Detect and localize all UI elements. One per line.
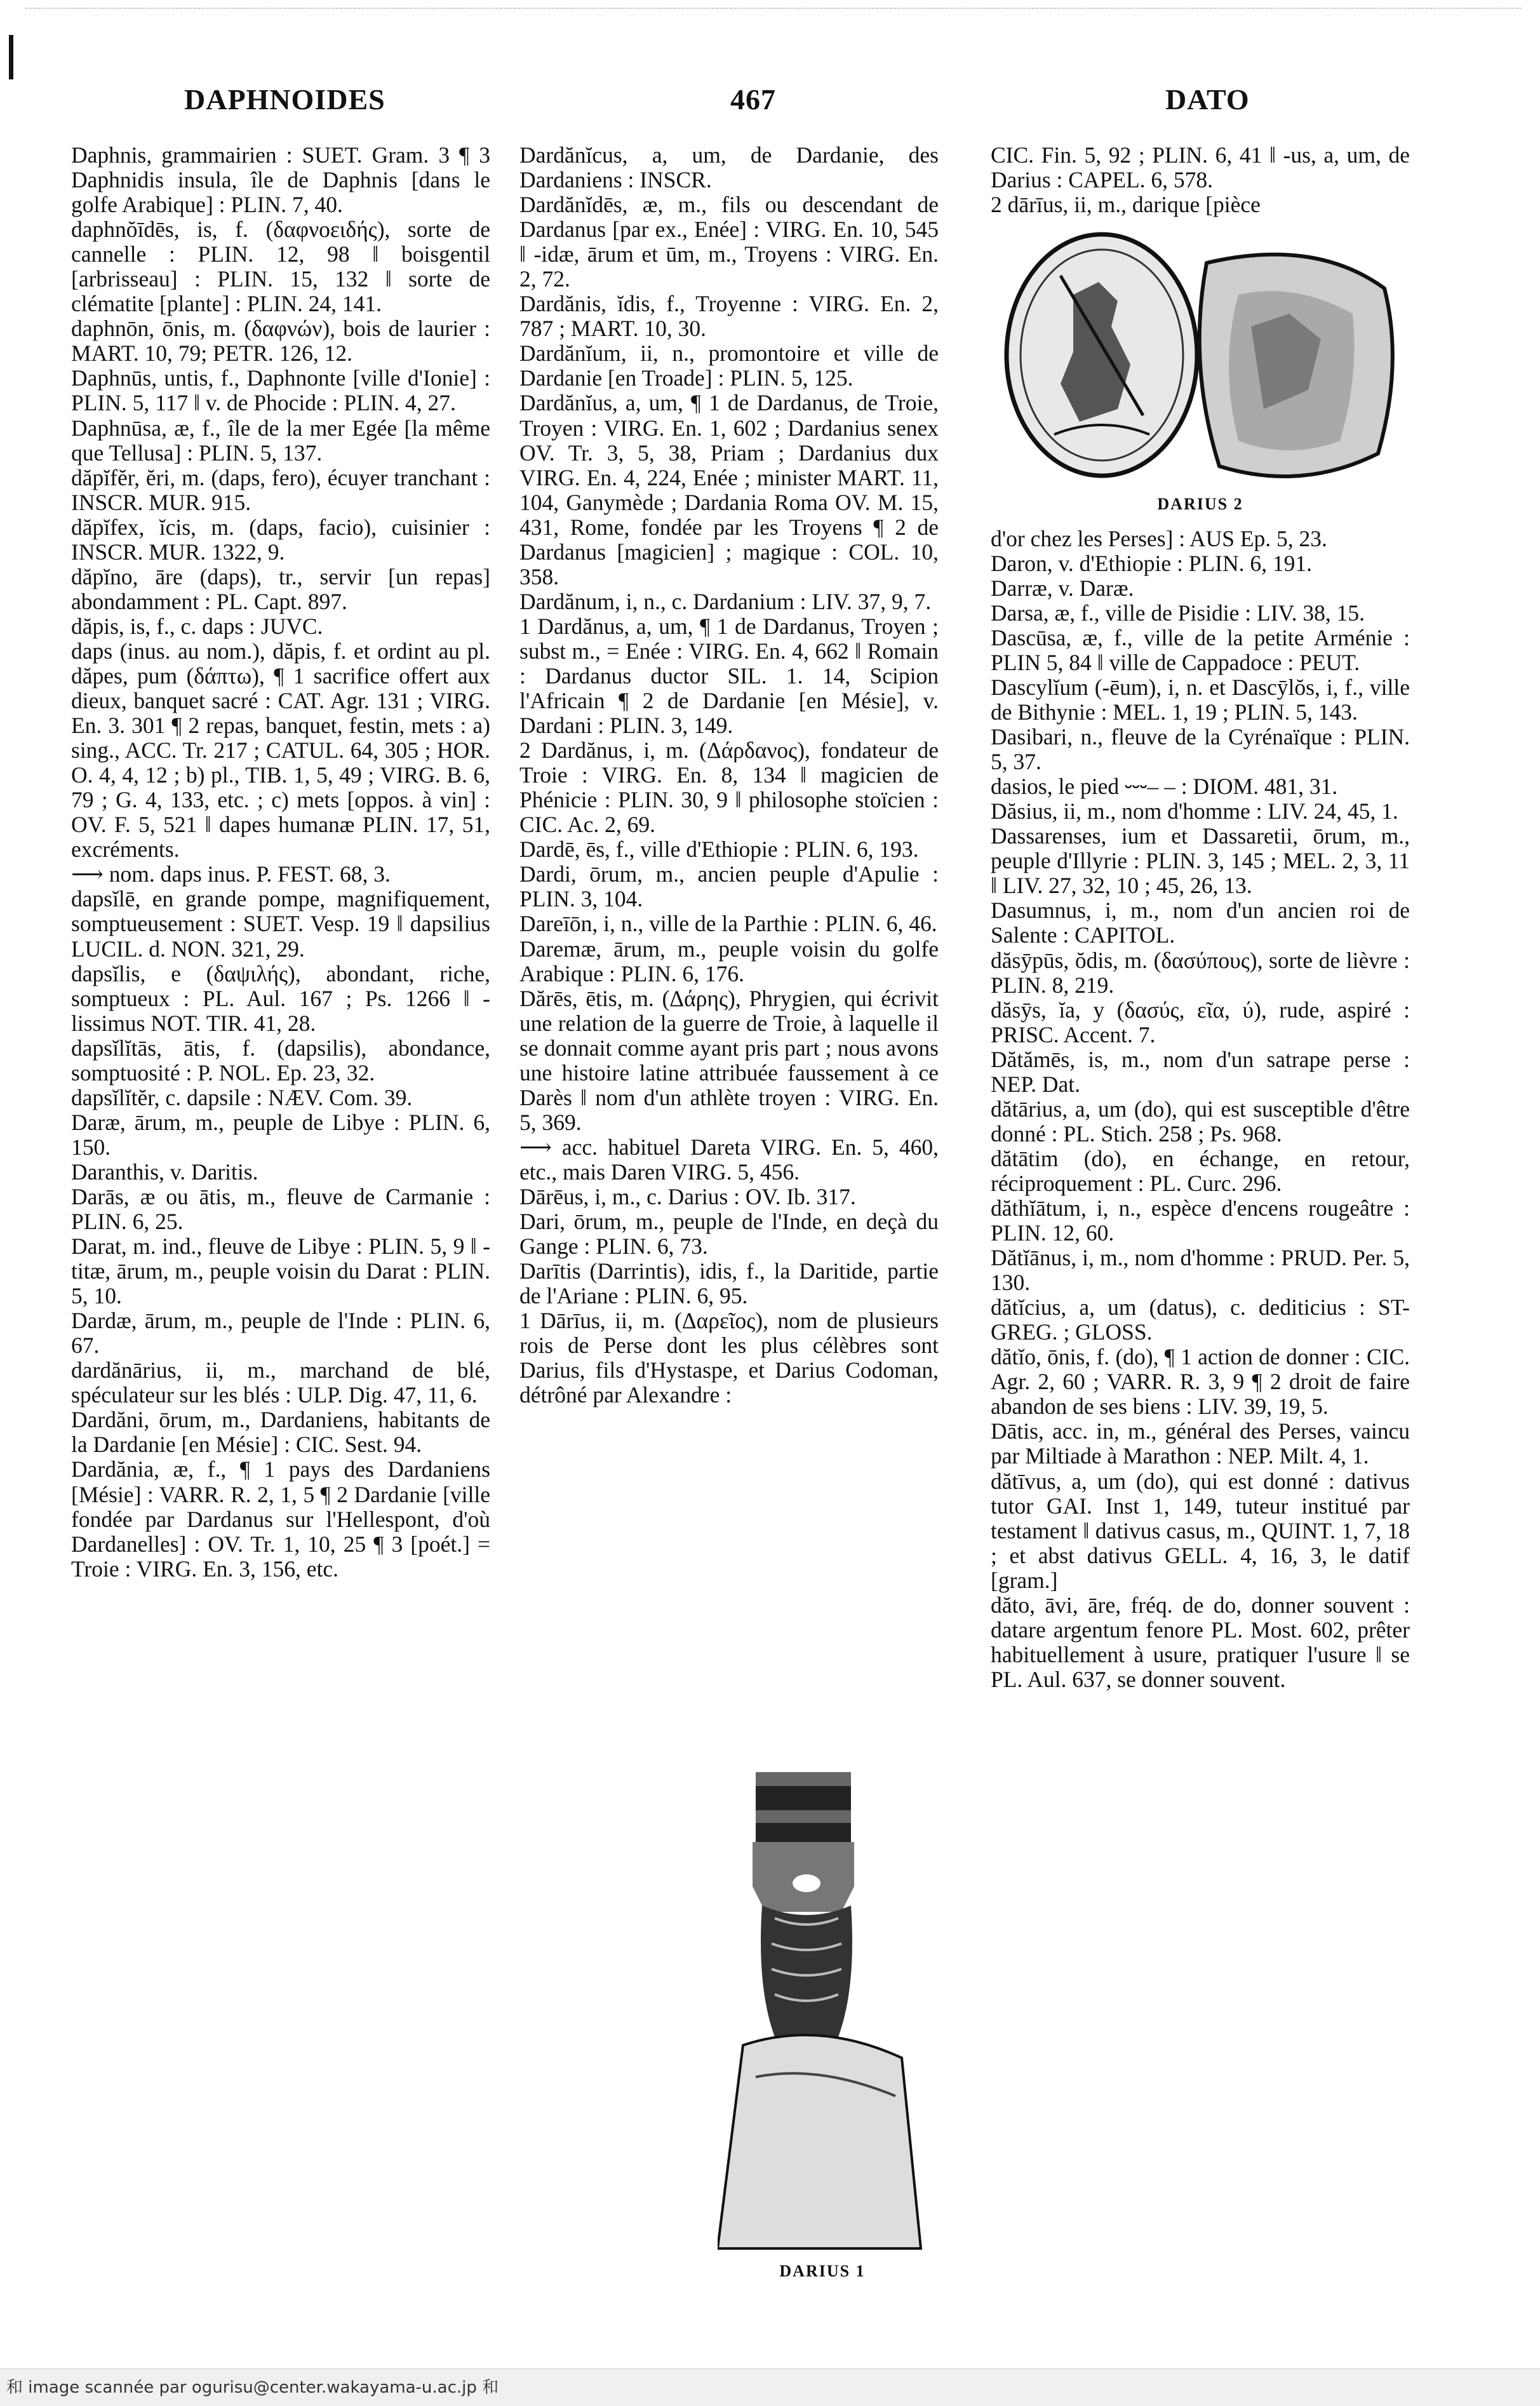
dictionary-entry: dătĭo, ōnis, f. (do), ¶ 1 action de donner : CIC. Agr. 2, 60 ; VARR. R. 3, 9 ¶ 2 droit de faire abandon de ses biens : LIV. 39, 19, 5.	[991, 1344, 1410, 1420]
darius-1-caption: DARIUS 1	[779, 2262, 866, 2280]
dictionary-entry: dăpĭno, āre (daps), tr., servir [un repas] abondamment : PL. Capt. 897.	[71, 563, 490, 614]
dictionary-entry: Darat, m. ind., fleuve de Libye : PLIN. 5, 9 ‖ -titæ, ārum, m., peuple voisin du Darat : PLIN. 5, 10.	[71, 1233, 490, 1309]
dictionary-entry: Dardănum, i, n., c. Dardanium : LIV. 37, 9, 7.	[519, 588, 932, 614]
dictionary-entry: Dardăni, ōrum, m., Dardaniens, habitants de la Dardanie [en Mésie] : CIC. Sest. 94.	[71, 1407, 490, 1458]
dictionary-entry: Dardănis, ĭdis, f., Troyenne : VIRG. En. 2, 787 ; MART. 10, 30.	[519, 291, 939, 342]
dictionary-entry: dătīvus, a, um (do), qui est donné : dativus tutor GAI. Inst 1, 149, tuteur institué par testament ‖ dativus casus, m., QUINT. 1, 7, 18 ; et abst dativus GELL. 4, 16, 3, le datif [gram.]	[991, 1468, 1410, 1593]
dictionary-entry: Darās, æ ou ātis, m., fleuve de Carmanie : PLIN. 6, 25.	[71, 1183, 490, 1235]
dictionary-entry: Dătĭānus, i, m., nom d'homme : PRUD. Per. 5, 130.	[991, 1245, 1410, 1296]
dictionary-entry: dapsĭlĭtās, ātis, f. (dapsilis), abondance, somptuosité : P. NOL. Ep. 23, 32.	[71, 1035, 490, 1085]
scan-footer: 和 image scannée par ogurisu@center.wakayama-u.ac.jp 和	[0, 2369, 1540, 2406]
column-1	[71, 143, 490, 2323]
dictionary-entry: Dasibari, n., fleuve de la Cyrénaïque : PLIN. 5, 37.	[991, 724, 1410, 775]
dictionary-entry: daphnŏīdēs, is, f. (δαφνοειδής), sorte de cannelle : PLIN. 12, 98 ‖ boisgentil [arbrisseau] : PLIN. 15, 132 ‖ sorte de clématite [plante] : PLIN. 24, 141.	[71, 217, 490, 317]
dictionary-entry: Dardi, ōrum, m., ancien peuple d'Apulie : PLIN. 3, 104.	[519, 861, 939, 912]
dictionary-entry: daps (inus. au nom.), dăpis, f. et ordint au pl. dăpes, pum (δάπτω), ¶ 1 sacrifice offert aux dieux, banquet sacré : CAT. Agr. 131 ; VIRG. En. 3. 301 ¶ 2 repas, banquet, festin, mets : a) sing., ACC. Tr. 217 ; CATUL. 64, 305 ; HOR. O. 4, 4, 12 ; b) pl., TIB. 1, 5, 49 ; VIRG. B. 6, 79 ; G. 4, 133, etc. ; c) mets [oppos. à vin] : OV. F. 5, 521 ‖ dapes humanæ PLIN. 17, 51, excréments.	[71, 638, 490, 863]
dictionary-entry: Dărēs, ētis, m. (Δάρης), Phrygien, qui écrivit une relation de la guerre de Troie, à laquelle il se donnait comme ayant pris part ; nous avons une histoire latine attribuée faussement à ce Darès ‖ nom d'un athlète troyen : VIRG. En. 5, 369.	[519, 985, 939, 1135]
darius-2-coin-image	[997, 225, 1403, 492]
column-3	[991, 143, 1410, 2323]
dictionary-entry: Dardē, ēs, f., ville d'Ethiopie : PLIN. 6, 193.	[519, 837, 919, 863]
top-rule	[25, 8, 1521, 9]
dictionary-entry: 2 dārīus, ii, m., darique [pièce	[991, 192, 1261, 218]
dictionary-entry: Dasumnus, i, m., nom d'un ancien roi de Salente : CAPITOL.	[991, 897, 1410, 948]
dictionary-entry: Dardæ, ārum, m., peuple de l'Inde : PLIN. 6, 67.	[71, 1308, 490, 1359]
dictionary-entry: Dardănĭdēs, æ, m., fils ou descendant de Dardanus [par ex., Enée] : VIRG. En. 10, 545 ‖ -idæ, ārum et ūm, m., Troyens : VIRG. En. 2, 72.	[519, 192, 939, 292]
dictionary-entry: Dārēus, i, m., c. Darius : OV. Ib. 317.	[519, 1183, 856, 1209]
dictionary-entry: ⟶ acc. habituel Dareta VIRG. En. 5, 460, etc., mais Daren VIRG. 5, 456.	[519, 1134, 939, 1185]
margin-mark	[9, 35, 13, 79]
dictionary-entry: Dari, ōrum, m., peuple de l'Inde, en deçà du Gange : PLIN. 6, 73.	[519, 1209, 939, 1260]
dictionary-entry: Dascylĭum (-ēum), i, n. et Dascȳlŏs, i, f., ville de Bithynie : MEL. 1, 19 ; PLIN. 5, 143.	[991, 675, 1410, 725]
dictionary-entry: Daphnis, grammairien : SUET. Gram. 3 ¶ 3 Daphnidis insula, île de Daphnis [dans le golfe Arabique] : PLIN. 7, 40.	[71, 143, 490, 218]
dictionary-entry: dătārius, a, um (do), qui est susceptible d'être donné : PL. Stich. 258 ; Ps. 968.	[991, 1096, 1410, 1146]
dictionary-entry: Daphnūsa, æ, f., île de la mer Egée [la même que Tellusa] : PLIN. 5, 137.	[71, 415, 490, 466]
dictionary-entry: Daræ, ārum, m., peuple de Libye : PLIN. 6, 150.	[71, 1109, 490, 1160]
dictionary-entry: Dareīōn, i, n., ville de la Parthie : PLIN. 6, 46.	[519, 911, 937, 937]
dictionary-entry: 1 Dārīus, ii, m. (Δαρεῖος), nom de plusieurs rois de Perse dont les plus célèbres sont Darius, fils d'Hystaspe, et Darius Codoman, détrôné par Alexandre :	[519, 1308, 939, 1408]
dictionary-entry: dăsȳs, ĭa, y (δασύς, εῖα, ύ), rude, aspiré : PRISC. Accent. 7.	[991, 997, 1410, 1047]
dictionary-entry: Dascūsa, æ, f., ville de la petite Arménie : PLIN 5, 84 ‖ ville de Cappadoce : PEUT.	[991, 624, 1410, 675]
dictionary-entry: Dardănia, æ, f., ¶ 1 pays des Dardaniens [Mésie] : VARR. R. 2, 1, 5 ¶ 2 Dardanie [ville fondée par Dardanus sur l'Hellespont, d'où Dardanelles] : OV. Tr. 1, 10, 25 ¶ 3 [poét.] = Troie : VIRG. En. 3, 156, etc.	[71, 1456, 490, 1582]
running-head-left: DAPHNOIDES	[184, 83, 385, 116]
dictionary-entry: Darītis (Darrintis), idis, f., la Daritide, partie de l'Ariane : PLIN. 6, 95.	[519, 1258, 939, 1309]
page-number: 467	[730, 83, 776, 116]
darius-2-caption: DARIUS 2	[1157, 495, 1243, 514]
dictionary-entry: Dătămēs, is, m., nom d'un satrape perse : NEP. Dat.	[991, 1046, 1410, 1097]
dictionary-entry: Dăsius, ii, m., nom d'homme : LIV. 24, 45, 1.	[991, 798, 1398, 824]
dictionary-entry: ⟶ nom. daps inus. P. FEST. 68, 3.	[71, 861, 391, 887]
dictionary-entry: Daphnūs, untis, f., Daphnonte [ville d'Ionie] : PLIN. 5, 117 ‖ v. de Phocide : PLIN. 4, 27.	[71, 365, 490, 416]
dictionary-entry: 1 Dardănus, a, um, ¶ 1 de Dardanus, Troyen ; subst m., = Enée : VIRG. En. 4, 662 ‖ Romain : Dardanus ductor SIL. 1. 14, Scipion l'Africain ¶ 2 de Dardanie [en Mésie], v. Dardani : PLIN. 3, 149.	[519, 613, 939, 739]
dictionary-entry: Darsa, æ, f., ville de Pisidie : LIV. 38, 15.	[991, 600, 1365, 626]
darius-1-portrait-figure	[689, 1772, 956, 2281]
dictionary-entry: dăpis, is, f., c. daps : JUVC.	[71, 613, 323, 639]
darius-1-portrait-image	[718, 1772, 927, 2255]
dictionary-entry: dapsĭlē, en grande pompe, magnifiquement, somptueusement : SUET. Vesp. 19 ‖ dapsilius LUCIL. d. NON. 321, 29.	[71, 886, 490, 962]
dictionary-entry: Darræ, v. Daræ.	[991, 575, 1134, 601]
dictionary-entry: Dassarenses, ium et Dassaretii, ōrum, m., peuple d'Illyrie : PLIN. 3, 145 ; MEL. 2, 3, 11 ‖ LIV. 27, 32, 10 ; 45, 26, 13.	[991, 823, 1410, 899]
dictionary-entry: dasios, le pied ⏑⏑⏑– – : DIOM. 481, 31.	[991, 774, 1338, 800]
dictionary-entry: dapsĭlis, e (δαψιλής), abondant, riche, somptueux : PL. Aul. 167 ; Ps. 1266 ‖ -lissimus NOT. TIR. 41, 28.	[71, 960, 490, 1036]
dictionary-entry: dătātim (do), en échange, en retour, réciproquement : PL. Curc. 296.	[991, 1145, 1410, 1196]
darius-2-coin-figure	[991, 225, 1410, 514]
dictionary-entry: dăpĭfex, ĭcis, m. (daps, facio), cuisinier : INSCR. MUR. 1322, 9.	[71, 514, 490, 565]
dictionary-entry: Daron, v. d'Ethiopie : PLIN. 6, 191.	[991, 550, 1312, 576]
dictionary-entry: daphnōn, ōnis, m. (δαφνών), bois de laurier : MART. 10, 79; PETR. 126, 12.	[71, 316, 490, 366]
dictionary-entry: dătĭcius, a, um (datus), c. dediticius : ST-GREG. ; GLOSS.	[991, 1294, 1410, 1345]
dictionary-entry: Daremæ, ārum, m., peuple voisin du golfe Arabique : PLIN. 6, 176.	[519, 936, 939, 986]
running-head-right: DATO	[1165, 83, 1250, 116]
dictionary-entry: Daranthis, v. Daritis.	[71, 1159, 258, 1185]
dictionary-entry: dăpĭfĕr, ĕri, m. (daps, fero), écuyer tranchant : INSCR. MUR. 915.	[71, 464, 490, 515]
dictionary-entry: dapsĭlĭtĕr, c. dapsile : NÆV. Com. 39.	[71, 1084, 413, 1110]
dictionary-entry: 2 Dardănus, i, m. (Δάρδανος), fondateur de Troie : VIRG. En. 8, 134 ‖ magicien de Phénicie : PLIN. 30, 9 ‖ philosophe stoïcien : CIC. Ac. 2, 69.	[519, 737, 939, 838]
dictionary-entry: dăsȳpūs, ŏdis, m. (δασύπους), sorte de lièvre : PLIN. 8, 219.	[991, 947, 1410, 998]
dictionary-entry: CIC. Fin. 5, 92 ; PLIN. 6, 41 ‖ -us, a, um, de Darius : CAPEL. 6, 578.	[991, 143, 1410, 193]
dictionary-entry: d'or chez les Perses] : AUS Ep. 5, 23.	[991, 525, 1327, 551]
dictionary-entry: Dardănĭus, a, um, ¶ 1 de Dardanus, de Troie, Troyen : VIRG. En. 1, 602 ; Dardanius senex OV. Tr. 3, 5, 38, Priam ; Dardanius dux VIRG. En. 4, 224, Enée ; minister MART. 11, 104, Ganymède ; Dardania Roma OV. M. 15, 431, Rome, fondée par les Troyens ¶ 2 de Dardanus [magicien] ; magique : COL. 10, 358.	[519, 390, 939, 589]
dictionary-entry: Dātis, acc. in, m., général des Perses, vaincu par Miltiade à Marathon : NEP. Milt. 4, 1.	[991, 1418, 1410, 1469]
dictionary-entry: dardănārius, ii, m., marchand de blé, spéculateur sur les blés : ULP. Dig. 47, 11, 6.	[71, 1357, 490, 1408]
dictionary-entry: dăto, āvi, āre, fréq. de do, donner souvent : datare argentum fenore PL. Most. 602, prêter habituellement à usure, pratiquer l'usure ‖ se PL. Aul. 637, se donner souvent.	[991, 1592, 1410, 1692]
dictionary-entry: dăthĭātum, i, n., espèce d'encens rougeâtre : PLIN. 12, 60.	[991, 1195, 1410, 1246]
dictionary-entry: Dardănĭum, ii, n., promontoire et ville de Dardanie [en Troade] : PLIN. 5, 125.	[519, 340, 939, 391]
dictionary-entry: Dardănĭcus, a, um, de Dardanie, des Dardaniens : INSCR.	[519, 143, 939, 193]
